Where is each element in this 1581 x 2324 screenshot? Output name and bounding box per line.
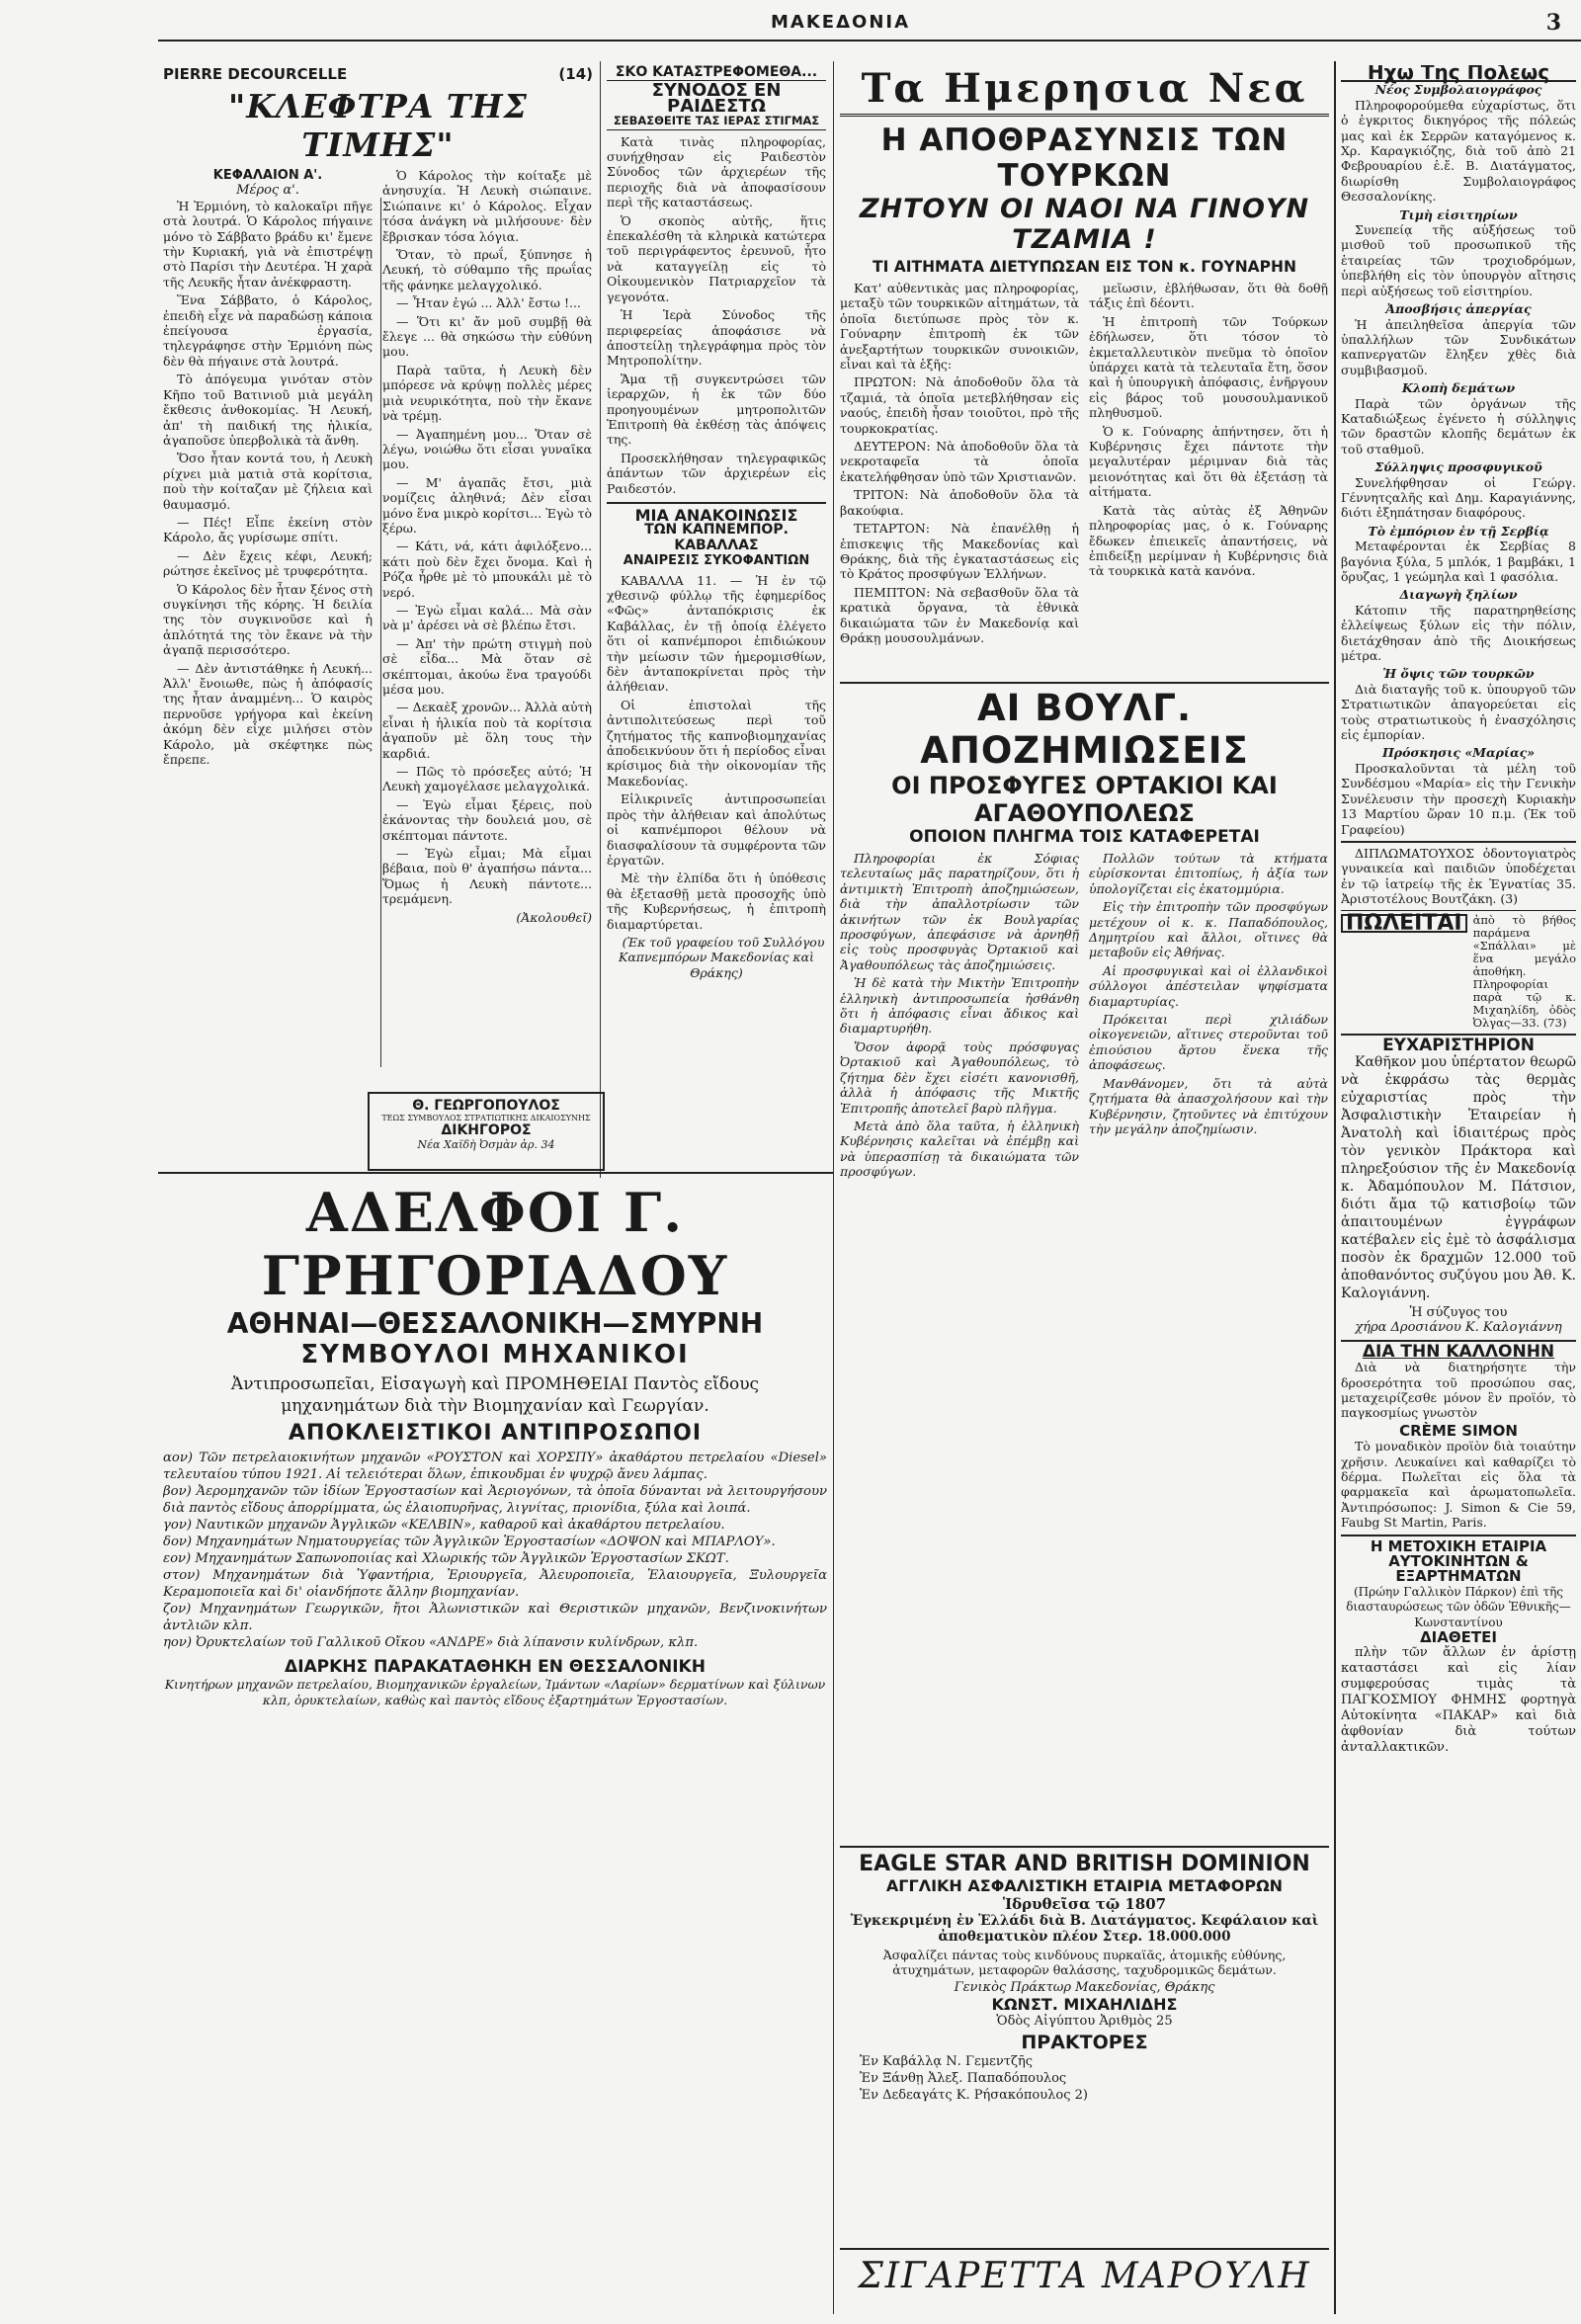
serial-paragraph: Τὸ ἀπόγευμα γινόταν στὸν Κῆπο τοῦ Βατινιοῦ μιὰ μεγάλη ἔκθεσις ἀνθοκομίας. Ἡ Λευκή, ἀπ' τὴ παιδική της ἡλικία, ἀγαποῦσε ὑπερβολικὰ τὰ ἄνθη. — [163, 372, 373, 448]
daily-paragraph: ΤΡΙΤΟΝ: Νὰ ἀποδοθοῦν ὅλα τὰ βακούφια. — [840, 487, 1079, 518]
ad-item: ηον) Ὀρυκτελαίων τοῦ Γαλλικοῦ Οἴκου «ΑΝΔΡΕ» διὰ λίπανσιν κυλίνδρων, κλπ. — [163, 1635, 699, 1650]
ad-item: ζον) Μηχανημάτων Γεωργικῶν, ἤτοι Ἀλωνιστικῶν καὶ Θεριστικῶν μηχανῶν, Βενζινοκινήτων ἀντλιῶν κλπ. — [163, 1602, 827, 1633]
thanks-signature: Ἡ σύζυγος του — [1409, 1304, 1508, 1320]
ad-role: ΣΥΜΒΟΥΛΟΙ ΜΗΧΑΝΙΚΟΙ — [300, 1340, 690, 1370]
insurance-title: EAGLE STAR AND BRITISH DOMINION — [859, 1852, 1310, 1876]
refugees-deck: ΟΠΟΙΟΝ ΠΛΗΓΜΑ ΤΟΙΣ ΚΑΤΑΦΕΡΕΤΑΙ — [909, 827, 1260, 847]
refugees-paragraph: Ἡ δὲ κατὰ τὴν Μικτὴν Ἐπιτροπὴν ἑλληνικὴ ἀντιπροσωπεία ἠσθάνθη ὅτι ἡ ἀπόφασις εἶναι ἄδικος καὶ διαμαρτυρήθη. — [840, 975, 1079, 1037]
item-heading: Διαγωγὴ ξηλίων — [1399, 587, 1518, 603]
insurance-agents-title: ΠΡΑΚΤΟΡΕΣ — [1021, 2032, 1148, 2053]
news-paragraph: Μὲ τὴν ἐλπίδα ὅτι ἡ ὑπόθεσις θὰ ἐξετασθῇ μετὰ προσοχῆς ὑπὸ τῆς Κυβερνήσεως, ἡ ἐπιτροπὴ διαμαρτύρεται. — [607, 871, 826, 932]
refugees-article — [840, 682, 1329, 1848]
item-text: Παρὰ τῶν ὀργάνων τῆς Καταδιώξεως ἐγένετο ἡ σύλληψις τῶν δραστῶν κλοπῆς δεμάτων ἐκ τοῦ σταθμοῦ. — [1341, 395, 1576, 456]
serial-paragraph: — Ἀγαπημένη μου... Ὅταν σὲ λέγω, νοιώθω ὅτι εἶσαι γυναῖκα μου. — [382, 426, 592, 472]
city-echo-item — [1341, 666, 1576, 742]
city-echo-item — [1341, 524, 1576, 585]
refugees-paragraph: Ὅσον ἀφορᾷ τοὺς πρόσφυγας Ὀρτακιοῦ καὶ Ἀγαθουπόλεως, τὸ ζήτημα δὲν ἔχει εἰσέτι κανονισθῆ, ἀλλὰ ἡ ἀπόφασις τῆς Μικτῆς Ἐπιτροπῆς ἀποτελεῖ βαρὺ πλῆγμα. — [840, 1038, 1079, 1116]
item-text: Πληροφορούμεθα εὐχαρίστως, ὅτι ὁ ἐγκριτος δικηγόρος τῆς πόλεώς μας καὶ ἐκ Σερρῶν καταγόμενος κ. Χρ. Καραγκιόζης, διὰ τοῦ ἀπὸ 21 Φεβρουαρίου ἐ.ἔ. Β. Διατάγματος, διωρίσθη Συμβολαιογράφος Θεσσαλονίκης. — [1341, 97, 1576, 205]
insurance-description: Ἀσφαλίζει πάντας τοὺς κινδύνους πυρκαϊᾶς, ἀτομικῆς εὐθύνης, ἀτυχημάτων, μεταφορῶν θαλάσσης, ταχυδρομικῶς δεμάτων. — [882, 1948, 1287, 1977]
news-paragraph: Κατὰ τινὰς πληροφορίας, συνήχθησαν εἰς Ραιδεστὸν Σύνοδος τῶν ἀρχιερέων τῆς περιοχῆς διὰ νὰ ἀποφασίσουν περὶ τῆς καταστάσεως. — [607, 133, 826, 210]
serial-paragraph: Ἕνα Σάββατο, ὁ Κάρολος, ἐπειδὴ εἶχε νὰ παραδώσῃ κάποια ἐπείγουσα ἐργασία, τηλεγράφησε στὴν Ἑρμιόνη πὼς δὲν θὰ πήγαινε στὰ λουτρά. — [163, 292, 373, 369]
daily-headline: Η ΑΠΟΘΡΑΣΥΝΣΙΣ ΤΩΝ ΤΟΥΡΚΩΝ — [880, 123, 1289, 194]
serial-chapter: ΚΕΦΑΛΑΙΟΝ Α'. — [212, 168, 323, 183]
serial-paragraph: — Ἀπ' τὴν πρώτη στιγμὴ ποὺ σὲ εἶδα... Μὰ ὅταν σὲ σκέπτομαι, ἀκούω ἕνα τραγούδι μέσα μου. — [382, 635, 592, 697]
city-echo-column — [1341, 65, 1576, 2318]
ad-item: αον) Τῶν πετρελαιοκινήτων μηχανῶν «ΡΟΥΣΤΟΝ καὶ ΧΟΡΣΠΥ» ἀκαθάρτου πετρελαίου «Diesel» τελευταίου τύπου 1921. Αἱ τελειότεραι ὅλων, ἐπικουδμαι ἐν ψυχρῷ ἄνευ λάμπας. — [163, 1451, 827, 1482]
insurance-subtitle: ΑΓΓΛΙΚΗ ΑΣΦΑΛΙΣΤΙΚΗ ΕΤΑΙΡΙΑ ΜΕΤΑΦΟΡΩΝ — [885, 1876, 1284, 1895]
daily-paragraph: Κατ' αὐθεντικὰς μας πληροφορίας, μεταξὺ τῶν τουρκικῶν αἰτημάτων, τὰ ὁποῖα διετύπωσε πρὸς τὸν κ. Γούναρην ἐπιτροπὴ ἐκ τῶν ἀνεξαρτήτων τουρκικῶν συνοικιῶν, εἶναι καὶ τὰ ἑξῆς: — [840, 281, 1079, 373]
item-heading: Κλοπὴ δεμάτων — [1401, 380, 1516, 396]
serial-number: (14) — [558, 65, 593, 83]
refugees-paragraph: Πολλῶν τούτων τὰ κτήματα εὑρίσκονται ἐπιτοπίως, ἡ ἀξία των ὑπολογίζεται εἰς ἑκατομμύρια. — [1089, 851, 1328, 896]
ad-item: γον) Ναυτικῶν μηχανῶν Ἀγγλικῶν «ΚΕΛΒΙΝ», καθαροῦ καὶ ἀκαθάρτου πετρελαίου. — [163, 1518, 725, 1533]
item-heading: Πρόσκησις «Μαρίας» — [1381, 745, 1536, 761]
daily-subhead: ΖΗΤΟΥΝ ΟΙ ΝΑΟΙ ΝΑ ΓΙΝΟΥΝ ΤΖΑΜΙΑ ! — [859, 194, 1310, 255]
news-paragraph: Ἡ Ἱερὰ Σύνοδος τῆς περιφερείας ἀποφάσισε νὰ ἀποστείλῃ τηλεγράφημα πρὸς τὸν Μητροπολίτην. — [607, 307, 826, 369]
city-echo-item — [1341, 380, 1576, 456]
ad-items — [163, 1450, 827, 1651]
item-heading: Τὸ ἐμπόριον ἐν τῇ Σερβίᾳ — [1368, 523, 1549, 539]
insurance-agent: ΚΩΝΣΤ. ΜΙΧΑΗΛΙΔΗΣ — [991, 1995, 1178, 2014]
refugees-paragraph: Αἱ προσφυγικαὶ καὶ οἱ ἐλλανδικοὶ σύλλογοι ἀπέστειλαν ψηφίσματα διαμαρτυρίας. — [1089, 962, 1328, 1009]
ad-item: στον) Μηχανημάτων διὰ Ὑφαντήρια, Ἐριουργεῖα, Ἀλευροποιεῖα, Ἐλαιουργεῖα, Ξυλουργεῖα Κεραμοποιεῖα καὶ δι' οἱανδήποτε ἄλλην βιομηχανίαν. — [163, 1568, 827, 1600]
news-paragraph: Οἱ ἐπιστολαὶ τῆς ἀντιπολιτεύσεως περὶ τοῦ ζητήματος τῆς καπνοβιομηχανίας ἀποδεικνύουν ὅτι ἡ περίοδος εἶναι κρίσιμος διὰ τὴν οἰκονομίαν τῆς Μακεδονίας. — [607, 697, 826, 788]
auto-verb: ΔΙΑΘΕΤΕΙ — [1420, 1628, 1497, 1647]
news-paragraph: Εἰλικρινεῖς ἀντιπροσωπείαι πρὸς τὴν ἀλήθειαν καὶ ἀπολύτως οἱ καπνέμποροι θέλουν νὰ διασφαλίσουν τὰ συμφέροντα τῶν ἐργατῶν. — [607, 791, 826, 868]
serial-paragraph: Παρὰ ταῦτα, ἡ Λευκὴ δὲν μπόρεσε νὰ κρύψῃ πολλὲς μέρες μιὰ νευρικότητα, ποὺ τὴν ἔκανε νὰ τρέμῃ. — [382, 362, 592, 424]
daily-column-left — [840, 281, 1079, 648]
insurance-agent-address: Ὁδὸς Αἰγύπτου Ἀριθμὸς 25 — [996, 2014, 1173, 2029]
serial-paragraph: Ὁ Κάρολος τὴν κοίταξε μὲ ἀνησυχία. Ἡ Λευκὴ σιώπαινε. Σιώπαινε κι' ὁ Κάρολος. Εἶχαν τόσα ἀνάγκη νὰ μιλήσουνε· δὲν ἔβρισκαν τόσα λόγια. — [382, 168, 592, 244]
insurance-ad — [840, 1846, 1329, 2238]
serial-paragraph: — Δεκαὲξ χρονῶν... Ἀλλὰ αὐτὴ εἶναι ἡ ἡλικία ποὺ τὰ κορίτσια ἀγαποῦν μὲ ὅλη τους τὴν καρδιά. — [382, 700, 592, 761]
serial-paragraph: — Ἐγὼ εἶμαι; Μὰ εἶμαι βέβαια, ποὺ θ' ἀγαπήσω πάντα... Ὅμως ἡ Λευκὴ πάντοτε... τρεμάμενη. — [382, 846, 592, 907]
beauty-text: Διὰ νὰ διατηρήσητε τὴν δροσερότητα τοῦ προσώπου σας, μεταχειρίζεσθε μόνον ἓν προϊόν, τὸ παγκοσμίως γνωστὸν — [1341, 1360, 1576, 1421]
ad-company: ΑΔΕΛΦΟΙ Γ. ΓΡΗΓΟΡΙΑΔΟΥ — [261, 1181, 729, 1307]
item-text: Ἡ ἀπειληθεῖσα ἀπεργία τῶν ὑπαλλήλων τῶν Συνδικάτων καπνεργατῶν ἔληξεν χθὲς διὰ συμβιβασμοῦ. — [1341, 316, 1576, 377]
beauty-heading: ΔΙΑ ΤΗΝ ΚΑΛΛΟΝΗΝ — [1362, 1341, 1555, 1362]
news-headline-2: ΜΙΑ ΑΝΑΚΟΙΝΩΣΙΣ — [634, 505, 798, 525]
serial-paragraph: — Μ' ἀγαπᾶς ἔτσι, μιὰ νομίζεις ἀληθινά; Δὲν εἶσαι μόνο ἕνα μικρὸ κορίτσι... Ἐγὼ τὸ ξέρω. — [382, 474, 592, 536]
item-heading: Τιμὴ εἰσιτηρίων — [1399, 207, 1518, 222]
serial-paragraph: Ἡ Ἑρμιόνη, τὸ καλοκαῖρι πῆγε στὰ λουτρά. Ὁ Κάρολος πήγαινε μόνο τὸ Σάββατο βράδυ κι' ἔμενε τὴν Κυριακή, γιὰ νὰ ἐπιστρέψῃ στὸ Παρίσι τὴν Δευτέρα. Ἡ χαρὰ τῆς Λευκῆς ἦταν ἀνέκφραστη. — [163, 198, 373, 290]
item-text: Διὰ διαταγῆς τοῦ κ. ὑπουργοῦ τῶν Στρατιωτικῶν ἀπαγορεύεται εἰς τοὺς στρατιωτικοὺς ἡ ἐνασχόλησις εἰς ἐμπορίαν. — [1341, 681, 1576, 743]
item-heading: Ἀποσβήσις ἀπεργίας — [1385, 301, 1532, 317]
refugees-paragraph: Μανθάνομεν, ὅτι τὰ αὐτὰ ζητήματα θὰ ἀπασχολήσουν καὶ τὴν Κυβέρνησιν, ζητοῦντες νὰ ἐπιτύχουν τὴν μεγάλην ἀποζημίωσιν. — [1089, 1075, 1328, 1136]
refugees-column-right — [1089, 851, 1328, 1183]
news-signature: (Ἐκ τοῦ γραφείου τοῦ Συλλόγου Καπνεμπόρων Μακεδονίας καὶ Θράκης) — [619, 934, 825, 980]
news-column-synod — [607, 65, 826, 1103]
serial-paragraph: Ὁ Κάρολος δὲν ἦταν ξένος στὴ συγκίνησι τῆς κόρης. Ἡ δειλία της τὸν συγκινοῦσε καὶ ἡ ἁπλότητά της τὸν ἔκανε νὰ τὴν ἀγαπᾷ περισσότερο. — [163, 581, 373, 658]
auto-subtitle: (Πρώην Γαλλικὸν Πάρκον) ἐπὶ τῆς διασταυρώσεως τῶν ὁδῶν Ἐθνικῆς—Κωνσταντίνου — [1346, 1584, 1571, 1629]
daily-paragraph: ΠΡΩΤΟΝ: Νὰ ἀποδοθοῦν ὅλα τὰ τζαμιά, τὰ ὁποῖα μετεβλήθησαν εἰς ναούς, ἐπειδὴ ἦσαν τοιοῦτοι, πρὸ τῆς τουρκοκρατίας. — [840, 374, 1079, 436]
daily-paragraph: Ἡ ἐπιτροπὴ τῶν Τούρκων ἐδήλωσεν, ὅτι τόσον τὸ ἐκμεταλλευτικὸν πνεῦμα τὸ ὁποῖον ὑπάρχει κατὰ τὰ τελευταῖα ἔτη, ὅσον καὶ ἡ ὑπουργικὴ ἀπόφασις, ἐνῆργουν εἰς βάρος τοῦ μουσουλμανικοῦ πληθυσμοῦ. — [1089, 313, 1328, 421]
insurance-agent-entry: Ἐν Ξάνθῃ Ἀλεξ. Παπαδόπουλος — [860, 2071, 1067, 2086]
refugees-paragraph: Πρόκειται περὶ χιλιάδων οἰκογενειῶν, αἵτινες στεροῦνται τοῦ ἐπιούσιου ἄρτου ἕνεκα τῆς ἀποφάσεως. — [1089, 1012, 1328, 1073]
doctor-ad: ΔΙΠΛΩΜΑΤΟΥΧΟΣ ὀδοντογιατρὸς γυναικεία καὶ παιδιῶν ὑποδέχεται ἐν τῷ ἰατρείῳ τῆς ἐκ Ἐγνατίας 35. Ἀριστοτέλους Βουτζάκη. (3) — [1341, 845, 1576, 907]
daily-paragraph: Κατὰ τὰς αὐτὰς ἐξ Ἀθηνῶν πληροφορίας μας, ὁ κ. Γούναρης ἔδωκεν ἐπιεικεῖς ἀπαντήσεις, νὰ ἐπιδείξῃ μερίμναν ἡ Κυβέρνησις διὰ τὰ τουρκικὰ κατὰ κανόνα. — [1089, 502, 1328, 579]
auto-heading: Η ΜΕΤΟΧΙΚΗ ΕΤΑΙΡΙΑ ΑΥΤΟΚΙΝΗΤΩΝ & ΕΞΑΡΤΗΜΑΤΩΝ — [1370, 1536, 1547, 1586]
serial-continued: (Ἀκολουθεῖ) — [516, 909, 592, 925]
serial-story — [163, 65, 593, 1172]
daily-column-right — [1089, 281, 1328, 648]
city-echo-title: Ηχω Της Πολεως — [1341, 65, 1576, 82]
daily-paragraph: ΤΕΤΑΡΤΟΝ: Νὰ ἐπανέλθῃ ἡ ἐπισκεψις τῆς Μακεδονίας καὶ Θράκης, διὰ τῆς ἐγκαταστάσεως εἰς τὸ Κράτος προσφύγων Ἑλλήνων. — [840, 521, 1079, 582]
city-echo-item — [1341, 301, 1576, 377]
news-subhead: ΣΕΒΑΣΘΕΙΤΕ ΤΑΣ ΙΕΡΑΣ ΣΤΙΓΜΑΣ — [607, 114, 826, 129]
news-paragraph: Προσεκλήθησαν τηλεγραφικῶς ἀπάντων τῶν ἀρχιερέων εἰς Ραιδεστόν. — [607, 450, 826, 496]
serial-paragraph: — Ὅτι κι' ἄν μοῦ συμβῇ θὰ ἔλεγε ... θὰ σηκώσω τὴν εὐθύνη μου. — [382, 313, 592, 360]
daily-deck: ΤΙ ΑΙΤΗΜΑΤΑ ΔΙΕΤΥΠΩΣΑΝ ΕΙΣ ΤΟΝ κ. ΓΟΥΝΑΡΗΝ — [873, 258, 1296, 276]
city-echo-item — [1341, 459, 1576, 521]
item-heading: Νέος Συμβολαιογράφος — [1374, 82, 1542, 98]
refugees-paragraph: Μετὰ ἀπὸ ὅλα ταῦτα, ἡ ἑλληνικὴ Κυβέρνησις καλεῖται νὰ ἐπέμβῃ καὶ νὰ ὑπερασπίσῃ τὰ δικαιώματα τῶν προσφύγων. — [840, 1118, 1079, 1180]
ad-footer-text: Κινητήρων μηχανῶν πετρελαίου, Βιομηχανικῶν ἐργαλείων, Ἱμάντων «Λαρίων» δερματίνων καὶ ξύλινων κλπ, ὀρυκτελαίων, καθὼς καὶ παντὸς εἴδους ἐξαρτημάτων Ἐργοστασίων. — [164, 1677, 826, 1707]
ad-description: Ἀντιπροσωπεῖαι, Εἰσαγωγὴ καὶ ΠΡΟΜΗΘΕΙΑΙ Παντὸς εἴδους μηχανημάτων διὰ τὴν Βιομηχανίαν καὶ Γεωργίαν. — [230, 1374, 760, 1416]
creme-simon: CRÈME SIMON — [1399, 1421, 1518, 1440]
serial-paragraph: Ὅταν, τὸ πρωΐ, ξύπνησε ἡ Λευκή, τὸ σύθαμπο τῆς πρωΐας τῆς φάνηκε μελαγχολικό. — [382, 247, 592, 292]
thanks-heading: ΕΥΧΑΡΙΣΤΗΡΙΟΝ — [1382, 1035, 1535, 1055]
serial-title: "ΚΛΕΦΤΡΑ ΤΗΣ ΤΙΜΗΣ" — [228, 87, 528, 164]
serial-paragraph: — Πῶς τὸ πρόσεξες αὐτό; Ἡ Λευκὴ χαμογέλασε μελαγχολικά. — [382, 764, 592, 794]
ad-cities: ΑΘΗΝΑΙ—ΘΕΣΣΑΛΟΝΙΚΗ—ΣΜΥΡΝΗ — [226, 1307, 764, 1340]
serial-paragraph: — Ἐγὼ εἶμαι ξέρεις, ποὺ ἐκάνοντας τὴν δουλειά μου, σὲ σκέπτομαι πάντοτε. — [382, 796, 592, 843]
serial-part: Μέρος α'. — [236, 183, 299, 199]
city-echo-item — [1341, 745, 1576, 836]
insurance-agents-list — [860, 2053, 1329, 2104]
ad-footer-title: ΔΙΑΡΚΗΣ ΠΑΡΑΚΑΤΑΘΗΚΗ ΕΝ ΘΕΣΣΑΛΟΝΙΚΗ — [285, 1657, 706, 1677]
daily-paragraph: Ὁ κ. Γούναρης ἀπήντησεν, ὅτι ἡ Κυβέρνησις ἔχει πάντοτε τὴν μεγαλυτέραν μέριμναν διὰ τὰς μειονότητας καὶ ὅτι θὰ ἐξετάσῃ τὰ αἰτήματα. — [1089, 423, 1328, 500]
serial-paragraph: — Ἦταν ἐγώ ... Ἀλλ' ἔστω !... — [396, 295, 581, 311]
lawyer-ad — [368, 1092, 605, 1171]
column-rule — [833, 61, 834, 2314]
news-headline: ΣΥΝΟΔΟΣ ΕΝ ΡΑΙΔΕΣΤΩ — [651, 80, 782, 117]
refugees-headline: ΑΙ ΒΟΥΛΓ. ΑΠΟΖΗΜΙΩΣΕΙΣ — [920, 687, 1249, 772]
insurance-agent-entry: Ἐν Δεδεαγάτς Κ. Ρήσακόπουλος 2) — [860, 2088, 1088, 2103]
news-paragraph: Ἅμα τῇ συγκεντρώσει τῶν ἱεραρχῶν, ἡ ἐκ τῶν δύο προηγουμένων μητροπολιτῶν Ἑπιτροπὴ θὰ ἐκθέσῃ τὰς ἀπόψεις της. — [607, 371, 826, 448]
serial-paragraph: — Δὲν ἀντιστάθηκε ἡ Λευκή... Ἀλλ' ἔνοιωθε, πὼς ἡ ἀπόφασίς της ἦταν ἀναμμένη... Ὁ καιρὸς περνοῦσε γρήγορα καὶ ἐκείνη ἀκόμη δὲν εἶχε μιλήσει στὸν Κάρολο, μὰ σκέφτηκε πὼς ἔπρεπε. — [163, 660, 373, 768]
thanks-text: Καθῆκον μου ὑπέρτατον θεωρῶ νὰ ἐκφράσω τὰς θερμὰς εὐχαριστίας πρὸς τὴν Ἀσφαλιστικὴν Ἑταιρείαν ἡ Ἀνατολὴ καὶ ἰδιαιτέρως πρὸς τὸν γενικὸν Πράκτορα καὶ πληρεξούσιον τῆς ἐν Μακεδονίᾳ κ. Ἀδαμόπουλον Μ. Πάτσιον, διότι ἄμα τῷ κατισβοίῳ τῶν ἀπαιτουμένων ἐγγράφων κατέβαλεν εἰς ἐμὲ τὸ ἀσφάλισμα ποσὸν ἐκ δραχμῶν 12.000 τοῦ ἀποθανόντος συζύγου μου Ἀθ. Κ. Καλογιάννη. — [1341, 1053, 1576, 1301]
thanks-signature-name: χήρα Δροσιάνου Κ. Καλογιάννη — [1355, 1320, 1562, 1336]
item-text: Συνεπείᾳ τῆς αὐξήσεως τοῦ μισθοῦ τοῦ προσωπικοῦ τῆς ἑταιρείας τῶν τροχιοδρόμων, ὑπεβλήθη εἰς τὸν ὑπουργὸν αἴτησις περὶ αὐξήσεως τοῦ εἰσιτηρίου. — [1341, 222, 1576, 298]
city-echo-item — [1341, 82, 1576, 204]
column-rule — [1334, 61, 1336, 2314]
news-paragraph: Ὁ σκοπὸς αὐτῆς, ἥτις ἐπεκαλέσθη τὰ κληρικὰ κατώτερα τοῦ περιγράφεντος ἐρευνοῦ, ἦτο νὰ καταγγείλῃ εἰς τὸ Οἰκουμενικὸν Πατριαρχεῖον τὰ γεγονότα. — [607, 212, 826, 304]
insurance-agent-entry: Ἐν Καβάλλᾳ Ν. Γεμεντζῆς — [860, 2054, 1034, 2069]
ad-item: βον) Ἀερομηχανῶν τῶν ἰδίων Ἐργοστασίων καὶ Ἀεριογόνων, τὰ ὁποῖα δύνανται νὰ λειτουργήσουν διὰ παντὸς εἴδους ἀπορρίμματα, ὡς ἐλαιοπυρῆνας, λιγνίτας, πριονίδια, ξύλα καὶ λοιπά. — [163, 1484, 827, 1516]
daily-paragraph: ΠΕΜΠΤΟΝ: Νὰ σεβασθοῦν ὅλα τὰ κρατικὰ ὄργανα, τὰ ἐθνικὰ δικαιώματα τῶν ἐν Μακεδονίᾳ καὶ Θράκῃ μουσουλμάνων. — [840, 584, 1079, 645]
item-text: Συνελήφθησαν οἱ Γεώργ. Γέννητςαλῆς καὶ Δημ. Καραγιάννης, διότι ἐξηπάτησαν διαφόρους. — [1341, 474, 1576, 521]
news-headline-2b: ΤΩΝ ΚΑΠΝΕΜΠΟΡ. ΚΑΒΑΛΛΑΣ — [644, 522, 789, 553]
news-kicker: ΣΚΟ ΚΑΤΑΣΤΡΕΦΟΜΕΘΑ... — [607, 65, 826, 81]
auto-text: πλὴν τῶν ἄλλων ἐν ἀρίστῃ καταστάσει καὶ εἰς λίαν συμφερούσας τιμὰς τὰ ΠΑΓΚΟΣΜΙΟΥ ΦΗΜΗΣ φορτηγὰ Αὐτοκίνητα «ΠΑΚΑΡ» καὶ διὰ ἀφθονίαν διὰ τούτων ἀνταλλακτικῶν. — [1341, 1645, 1576, 1756]
refugees-subhead: ΟΙ ΠΡΟΣΦΥΓΕΣ ΟΡΤΑΚΙΟΙ ΚΑΙ ΑΓΑΘΟΥΠΟΛΕΩΣ — [891, 772, 1278, 827]
daily-paragraph: ΔΕΥΤΕΡΟΝ: Νὰ ἀποδοθοῦν ὅλα τὰ νεκροταφεῖα τὰ ὁποῖα ἐκατελήφθησαν ὑπὸ τῶν Χριστιανῶν. — [840, 439, 1079, 484]
sale-text: ἀπὸ τὸ βήθος παράμενα «Σπάλλαι» μὲ ἕνα μεγάλο ἀποθήκη. Πληροφορίαι παρὰ τῷ κ. Μιχαηλίδη, ὁδὸς Ὀλγας—33. (73) — [1472, 912, 1576, 1030]
item-heading: Σύλληψις προσφυγικοῦ — [1374, 459, 1542, 475]
serial-paragraph: — Ἐγὼ εἶμαι καλά... Μὰ σὰν νὰ μ' ἀρέσει νὰ σὲ βλέπω ἔτσι. — [382, 602, 592, 633]
city-echo-item — [1341, 587, 1576, 663]
serial-header — [163, 65, 593, 83]
lawyer-subtitle: ΤΕΩΣ ΣΥΜΒΟΥΛΟΣ ΣΤΡΑΤΙΩΤΙΚΗΣ ΔΙΚΑΙΟΣΥΝΗΣ — [381, 1114, 591, 1122]
insurance-founded: Ἱδρυθεῖσα τῷ 1807 — [1002, 1895, 1167, 1913]
serial-paragraph: — Πές! Εἶπε ἐκείνη στὸν Κάρολο, ἄς γυρίσωμε σπίτι. — [163, 514, 373, 545]
cigarette-ad — [840, 2248, 1329, 2314]
newspaper-name: ΜΑΚΕΔΟΝΙΑ — [771, 12, 911, 33]
item-text: Κάτοπιν τῆς παρατηρηθείσης ἐλλείψεως ξύλων εἰς τὴν πόλιν, διετάχθησαν ἀπὸ τῆς Διοικήσεως μέτρα. — [1341, 602, 1576, 664]
insurance-agent-role: Γενικὸς Πράκτωρ Μακεδονίας, Θράκης — [954, 1980, 1215, 1995]
item-text: Προσκαλοῦνται τὰ μέλη τοῦ Συνδέσμου «Μαρία» εἰς τὴν Γενικὴν Συνέλευσιν τὴν προσεχὴ Κυριακὴν 13 Μαρτίου ὥραν 10 π.μ. (Ἐκ τοῦ Γραφείου) — [1341, 760, 1576, 837]
item-heading: Ἡ ὄψις τῶν τουρκῶν — [1382, 666, 1535, 682]
refugees-column-left — [840, 851, 1079, 1183]
lawyer-name: Θ. ΓΕΩΡΓΟΠΟΥΛΟΣ — [412, 1098, 560, 1114]
column-rule — [600, 61, 601, 1178]
ad-item: δον) Μηχανημάτων Νηματουργείας τῶν Ἀγγλικῶν Ἐργοστασίων «ΔΟΨΟΝ καὶ ΜΠΑΡΛΟΥ». — [163, 1535, 776, 1549]
news-paragraph: ΚΑΒΑΛΛΑ 11. — Ἡ ἐν τῷ χθεσινῷ φύλλῳ τῆς ἐφημερίδος «Φῶς» ἀνταπόκρισις ἐκ Καβάλλας, ἐν τῇ ὁποίᾳ ἐλέγετο ὅτι οἱ καπνέμποροι ἐπιδιώκουν τὴν μείωσιν τῶν ἡμερομισθίων, δὲν ἀνταποκρίνεται πρὸς τὴν ἀλήθειαν. — [607, 572, 826, 695]
news-headline-2c: ΑΝΑΙΡΕΣΙΣ ΣΥΚΟΦΑΝΤΙΩΝ — [623, 553, 810, 569]
serial-paragraph: — Δὲν ἔχεις κέφι, Λευκή; ρώτησε ἐκεῖνος μὲ τρυφερότητα. — [163, 547, 373, 579]
serial-paragraph: — Κάτι, νά, κάτι ἀφιλόξενο... κάτι ποὺ δὲν ἔχει ὄνομα. Καὶ ἡ Ρόζα ἦρθε μὲ τὸ μπουκάλι μὲ τὸ νερό. — [382, 539, 592, 600]
refugees-paragraph: Εἰς τὴν ἐπιτροπὴν τῶν προσφύγων μετέχουν οἱ κ. κ. Παπαδόπουλος, Δημητρίου καὶ ἄλλοι, οἵτινες θὰ μεταβοῦν εἰς Ἀθήνας. — [1089, 899, 1328, 960]
section-rule — [158, 1172, 833, 1174]
masthead — [158, 10, 1581, 42]
cigarette-text: ΣΙΓΑΡΕΤΤΑ ΜΑΡΟΥΛΗ — [858, 2256, 1311, 2296]
serial-author: PIERRE DECOURCELLE — [163, 65, 348, 83]
refugees-paragraph: Πληροφορίαι ἐκ Σόφιας τελευταίως μᾶς παρατηρίζουν, ὅτι ἡ ἀντιμικτὴ Ἐπιτροπὴ ἀποζημιώσεων, διὰ τὴν ἀπαλλοτρίωσιν τῶν ἀκινήτων τῶν ἐκ Βουλγαρίας προσφύγων, ἀπεφάσισε νὰ ἀρνηθῇ εἰς τοὺς προσφυγὰς Ὀρτακιοῦ καὶ Ἀγαθουπόλεως τὰς ἀποζημιώσεις. — [840, 851, 1079, 972]
item-text: Μεταφέρονται ἐκ Σερβίας 8 βαγόνια ξύλα, 5 μπλόκ, 1 βαμβάκι, 1 ὄρυζας, 1 γεώμηλα καὶ 1 φασόλια. — [1341, 539, 1576, 584]
grigoriadou-ad — [163, 1181, 827, 2317]
ad-item: εον) Μηχανημάτων Σαπωνοποιίας καὶ Χλωρικής τῶν Ἀγγλικῶν Ἐργοστασίων ΣΚΩΤ. — [163, 1551, 729, 1566]
serial-paragraph: Ὅσο ἦταν κοντά του, ἡ Λευκὴ ρίχνει μιὰ ματιὰ στὰ κορίτσια, ποὺ τὴν κοίταζαν μὲ ζήλεια καὶ θαυμασμό. — [163, 451, 373, 512]
serial-column-left — [163, 168, 373, 925]
city-echo-item — [1341, 208, 1576, 298]
lawyer-title: ΔΙΚΗΓΟΡΟΣ — [441, 1122, 532, 1138]
daily-news-banner: Τα Ημερησια Νεα — [840, 65, 1329, 117]
beauty-text-2: Τὸ μοναδικὸν προϊὸν διὰ τοιαύτην χρῆσιν. Λευκαίνει καὶ καθαρίζει τὸ δέρμα. Πωλεῖται εἰς ὅλα τὰ φαρμακεῖα καὶ ἀρωματοπωλεῖα. Ἀντιπρόσωπος: J. Simon & Cie 59, Faubg St Martin, Paris. — [1341, 1439, 1576, 1531]
insurance-capital: Ἐγκεκριμένη ἐν Ἑλλάδι διὰ Β. Διατάγματος. Κεφάλαιον καὶ ἀποθεματικὸν πλέον Στερ. 18.000.000 — [850, 1913, 1319, 1945]
sale-heading: ΠΩΛΕΙΤΑΙ — [1341, 914, 1467, 933]
ad-exclusive: ΑΠΟΚΛΕΙΣΤΙΚΟΙ ΑΝΤΙΠΡΟΣΩΠΟΙ — [288, 1421, 703, 1446]
serial-column-right — [382, 168, 592, 925]
page-number: 3 — [1545, 10, 1561, 36]
lawyer-address: Νέα Χαϊδὴ Ὀσμὰν ἀρ. 34 — [417, 1138, 555, 1151]
daily-paragraph: μεῖωσιν, ἐβλήθωσαν, ὅτι θὰ δοθῇ τάξις ἐπὶ δέοντι. — [1089, 281, 1328, 311]
